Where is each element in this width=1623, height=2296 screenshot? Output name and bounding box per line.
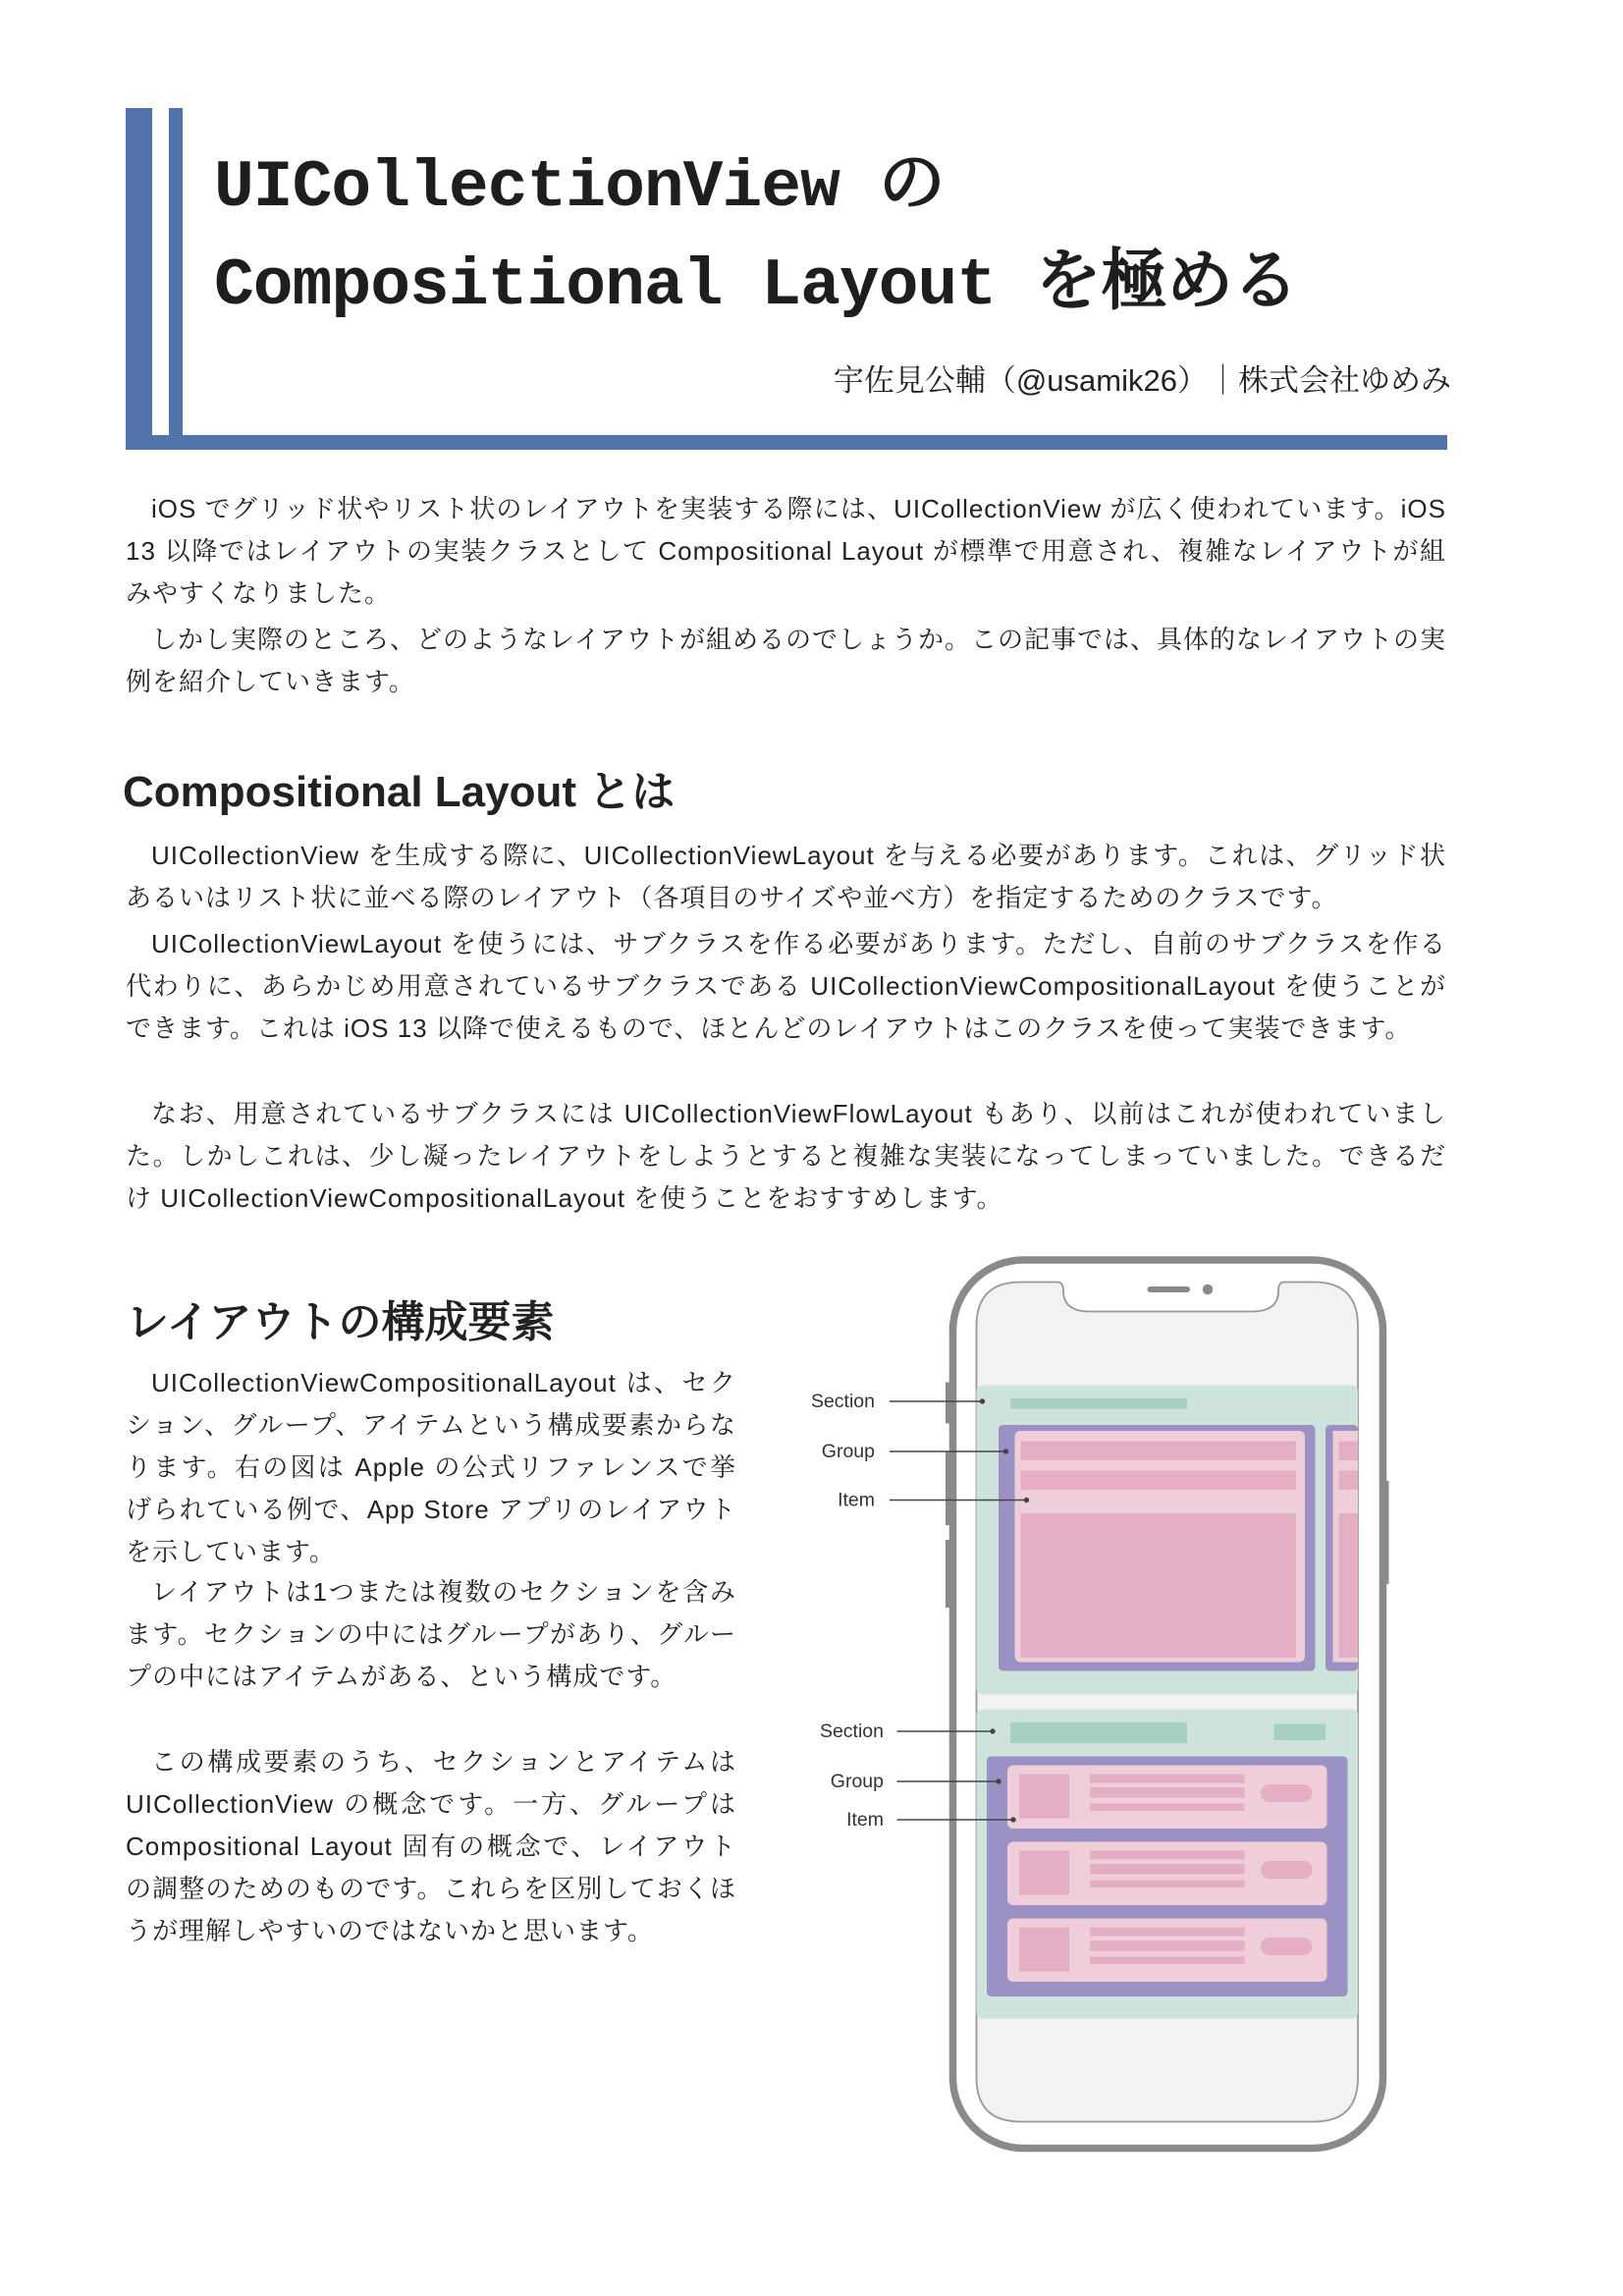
item-line — [1090, 1804, 1245, 1812]
layout-diagram — [795, 1245, 1399, 2159]
item-thumbnail — [1019, 1928, 1069, 1972]
body-paragraph: UICollectionViewCompositionalLayout は、セクション、グループ、アイテムという構成要素からなります。右の図は Apple の公式リファレンスで挙げられている例で、App Store アプリのレイアウトを示しています。 — [126, 1368, 736, 1566]
author-byline: 宇佐見公輔（@usamik26）｜株式会社ゆめみ — [833, 363, 1451, 398]
label-section: Section — [810, 1391, 875, 1412]
intro-paragraph: しかし実際のところ、どのようなレイアウトが組めるのでしょうか。この記事では、具体的なレイアウトの実例を紹介していきます。 — [126, 625, 1446, 696]
item-line — [1090, 1864, 1245, 1875]
item-line — [1090, 1941, 1245, 1951]
label-group: Group — [830, 1771, 884, 1792]
item-line — [1090, 1957, 1245, 1965]
body-paragraph: レイアウトは1つまたは複数のセクションを含みます。セクションの中にはグループがあり、グループの中にはアイテムがある、という構成です。 — [126, 1577, 736, 1691]
item-line — [1090, 1881, 1245, 1888]
label-section: Section — [819, 1721, 884, 1742]
body-paragraph: なお、用意されているサブクラスには UICollectionViewFlowLayout もあり、以前はこれが使われていました。しかしこれは、少し凝ったレイアウトをしようとすると複雑な実装になってしまっていました。できるだけ UICollectionViewCompositionalLayout を使うことをおすすめします。 — [126, 1099, 1446, 1213]
label-item: Item — [838, 1489, 875, 1511]
section-heading: Compositional Layout とは — [123, 768, 676, 816]
item-line — [1090, 1787, 1245, 1798]
title-bar-left — [126, 108, 152, 450]
item-pill — [1261, 1861, 1313, 1879]
speaker — [1148, 1286, 1191, 1292]
item-pill — [1261, 1784, 1313, 1802]
title-bar-inner — [169, 108, 183, 450]
title-bar-bottom — [126, 435, 1447, 450]
body-paragraph: UICollectionView を生成する際に、UICollectionViewLayout を与える必要があります。これは、グリッド状あるいはリスト状に並べる際のレイアウト（各項目のサイズや並べ方）を指定するためのクラスです。 — [126, 841, 1446, 912]
title-line-1: UICollectionView の — [214, 150, 945, 226]
item-pill — [1261, 1938, 1313, 1955]
item-line — [1090, 1775, 1245, 1783]
label-item: Item — [846, 1809, 884, 1831]
item-line — [1090, 1928, 1245, 1937]
label-group: Group — [821, 1441, 875, 1462]
item-line — [1090, 1851, 1245, 1860]
body-paragraph: UICollectionViewLayout を使うには、サブクラスを作る必要があります。ただし、自前のサブクラスを作る代わりに、あらかじめ用意されているサブクラスである UICollectionViewCompositionalLayout を使うことができます。これは iOS 13 以降で使えるもので、ほとんどのレイアウトはこのクラスを使って実装できます。 — [126, 929, 1446, 1043]
title-line-2: Compositional Layout を極める — [214, 248, 1298, 324]
intro-paragraph: iOS でグリッド状やリスト状のレイアウトを実装する際には、UICollectionView が広く使われています。iOS 13 以降ではレイアウトの実装クラスとして Compositional Layout が標準で用意され、複雑なレイアウトが組みやすくなりました。 — [126, 494, 1446, 608]
section-heading: レイアウトの構成要素 — [126, 1298, 555, 1346]
body-paragraph: この構成要素のうち、セクションとアイテムは UICollectionView の概念です。一方、グループは Compositional Layout 固有の概念で、レイアウトの調整のためのものです。これらを区別しておくほうが理解しやすいのではないかと思います。 — [126, 1747, 736, 1945]
camera — [1203, 1285, 1214, 1295]
item-thumbnail — [1019, 1851, 1069, 1895]
item-thumbnail — [1019, 1775, 1069, 1819]
section-2 — [977, 1710, 1359, 2019]
section-1 — [977, 1386, 1359, 1695]
